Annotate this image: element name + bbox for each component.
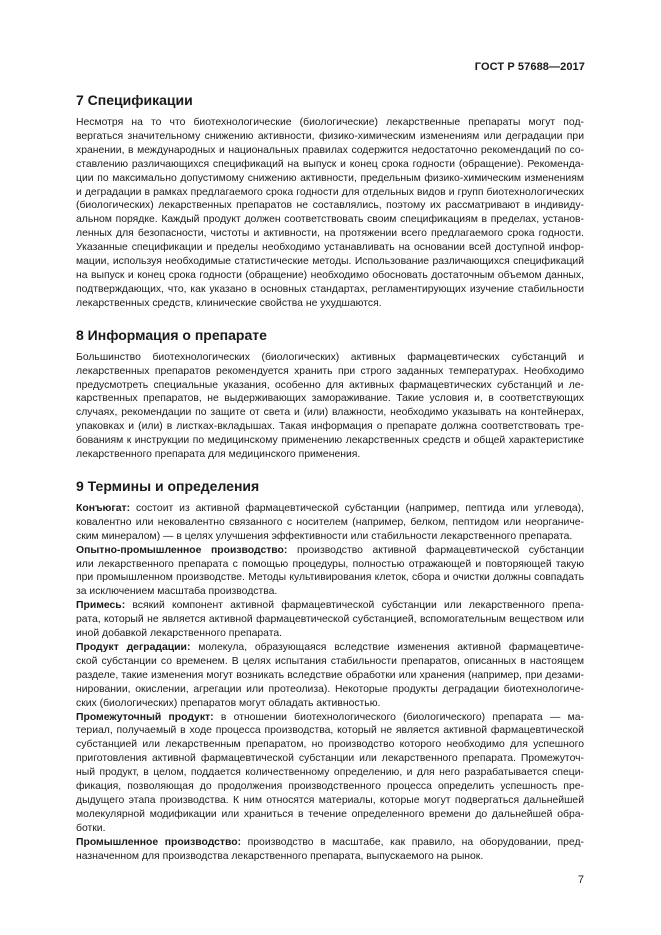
text-line: иной добавкой лекарственного препарата. (76, 628, 283, 640)
section-product-information (76, 326, 584, 462)
definition-text: молекула, образующаяся вследствие изменения активной фармацевтиче- (190, 642, 584, 653)
text-line: (биологических) лекарственных препаратов не составлялись, поэтому их рассматривают в индивиду- (76, 200, 584, 212)
text-line: фикация, позволяющая до продолжения производственного процесса определить успешность пре- (76, 781, 584, 793)
section-specifications (76, 91, 584, 311)
text-line: нировании, окислении, агрегации или протеолиза). Некоторые продукты деградации биотехнологиче- (76, 683, 584, 695)
text-line: ный продукт, в целом, поддается количественному определению, и для него разрабатывается специ- (76, 767, 584, 779)
definition-entry (76, 502, 584, 544)
definition-term: Примесь: (76, 600, 126, 612)
section-8-paragraph (76, 351, 584, 462)
text-line: случаях, рекомендации по защите от света и (или) влажности, необходимо указывать на контейнерах, (76, 407, 584, 419)
text-line: при промышленном производстве. Методы культивирования клеток, сбора и очистки должны совпадать (76, 572, 584, 584)
text-line: лекарственного препарата для медицинского применения. (76, 449, 361, 461)
definition-first-line (76, 544, 584, 558)
text-line: и деградации в рамках предлагаемого срока годности для отдельных видов и групп биотехнологических (76, 186, 584, 198)
section-terms-definitions (76, 477, 584, 864)
text-line: рата, который не является активной фармацевтической субстанцией, вспомогательным веществом или (76, 614, 584, 626)
text-line: бованиям к инструкции по медицинскому применению лекарственных средств и общей характеристике (76, 435, 584, 447)
text-line: Несмотря на то что биотехнологические (биологические) лекарственные препараты могут под- (76, 117, 584, 128)
definition-term: Промышленное производство: (76, 836, 242, 848)
text-line: ставлению различающихся спецификаций на выпуск и конец срока годности (обращение). Рекоменда- (76, 158, 584, 170)
text-line: упаковках и (или) в листках-вкладышах. Такая информация о препарате должна соответствовать тре- (76, 421, 584, 433)
text-line: ции по максимально допустимому снижению активности, предельным физико-химическим изменениям (76, 172, 584, 184)
text-line: лекарственных препаратов рекомендуется хранить при строго заданных температурах. Необходимо (76, 365, 584, 377)
text-line: ским минералом) — в целях улучшения эффективности или стабильности лекарственного препарата. (76, 530, 573, 542)
definition-term: Продукт деградации: (76, 642, 191, 653)
section-7-paragraph (76, 116, 584, 311)
definition-entry (76, 711, 584, 836)
text-line: ских (биологических) препаратов могут обладать активностью. (76, 697, 381, 709)
definition-first-line (76, 641, 584, 655)
text-line: териал, получаемый в ходе процесса производства, который не является активной фармацевтической (76, 725, 584, 737)
definition-text: производство активной фармацевтической субстанции (287, 544, 584, 556)
definition-term: Опытно-промышленное производство: (76, 544, 288, 556)
text-line: предусмотреть специальные указания, особенно для активных фармацевтических субстанций и ле- (76, 379, 584, 391)
definitions-list (76, 502, 584, 864)
text-line: хранении, в международных и национальных правилах содержится недостаточно рекомендаций по со- (76, 144, 584, 156)
definition-first-line (76, 711, 584, 725)
section-8-heading: 8 Информация о препарате (76, 326, 267, 343)
definition-text: в отношении биотехнологического (биологического) препарата — ма- (213, 711, 584, 723)
page-number: 7 (577, 874, 584, 886)
text-line: ской субстанции со временем. В целях испытания стабильности препаратов, описанных в настоящем (76, 655, 584, 667)
text-line: или лекарственного препарата с помощью процедуры, полностью отражающей и повторяющей такую (76, 558, 584, 570)
document-code: ГОСТ Р 57688—2017 (474, 61, 585, 73)
text-line: ботки. (76, 822, 106, 834)
text-line: субстанцией или лекарственным препаратом, но производство которого необходимо для успешного (76, 739, 584, 751)
definition-text: всякий компонент активной фармацевтической субстанции или лекарственного препа- (125, 600, 584, 612)
text-line: подтверждающих, что, как указано в основных стандартах, регламентирующих изучение стабильности (76, 283, 584, 295)
text-line: за исключением масштаба производства. (76, 586, 278, 598)
definition-text: состоит из активной фармацевтической субстанции (например, пептида или углевода), (130, 502, 584, 514)
text-line: приготовления активной фармацевтической субстанции или лекарственного препарата. Промежуточ- (76, 753, 584, 765)
definition-term: Промежуточный продукт: (76, 711, 214, 723)
document-body (76, 91, 584, 864)
text-line: альном порядке. Каждый продукт должен соответствовать своим спецификациям в пределах, установ- (76, 214, 584, 226)
text-line: дыдущего этапа производства. К ним относятся материалы, которые могут подвергаться дальнейшей (76, 794, 584, 806)
section-9-heading: 9 Термины и определения (76, 477, 260, 494)
text-line: на выпуск и конец срока годности (обращение) необходимо обосновать достаточным объемом данных, (76, 269, 584, 281)
definition-first-line (76, 599, 584, 613)
text-line: назначенном для производства лекарственного препарата, выпускаемого на рынок. (76, 850, 484, 862)
text-line: ленных для безопасности, чистоты и активности, на протяжении всего предлагаемого срока годности. (76, 228, 584, 240)
definition-term: Конъюгат: (76, 502, 131, 514)
text-line: разделе, такие изменения могут возникать вследствие обработки или хранения (например, при дезами- (76, 669, 584, 681)
definition-entry (76, 836, 584, 864)
definition-entry (76, 544, 584, 600)
text-line: Указанные спецификации и пределы необходимо устанавливать на основании всей доступной инфор- (76, 242, 584, 254)
text-line: карственных препаратов, не выдерживающих замораживание. Такие условия и, в соответствующих (76, 393, 584, 405)
definition-entry (76, 641, 584, 711)
definition-entry (76, 599, 584, 641)
section-7-heading: 7 Спецификации (76, 92, 193, 108)
text-line: ковалентно или нековалентно связанного с носителем (например, белком, пептидом или неорганиче- (76, 516, 584, 528)
text-line: вергаться значительному снижению активности, физико-химическим изменениям или деградации при (76, 130, 584, 142)
definition-first-line (76, 836, 584, 850)
text-line: мации, используя необходимые статистические методы. Использование различающихся спецификаций (76, 256, 584, 268)
text-line: молекулярной модификации или храниться в течение определенного времени до дальнейшей обра- (76, 808, 584, 820)
text-line: лекарственных средств, клинические свойства не ухудшаются. (76, 297, 382, 309)
text-line: Большинство биотехнологических (биологических) активных фармацевтических субстанций и (76, 351, 584, 363)
definition-first-line (76, 502, 584, 516)
definition-text: производство в масштабе, как правило, на оборудовании, пред- (241, 836, 585, 848)
